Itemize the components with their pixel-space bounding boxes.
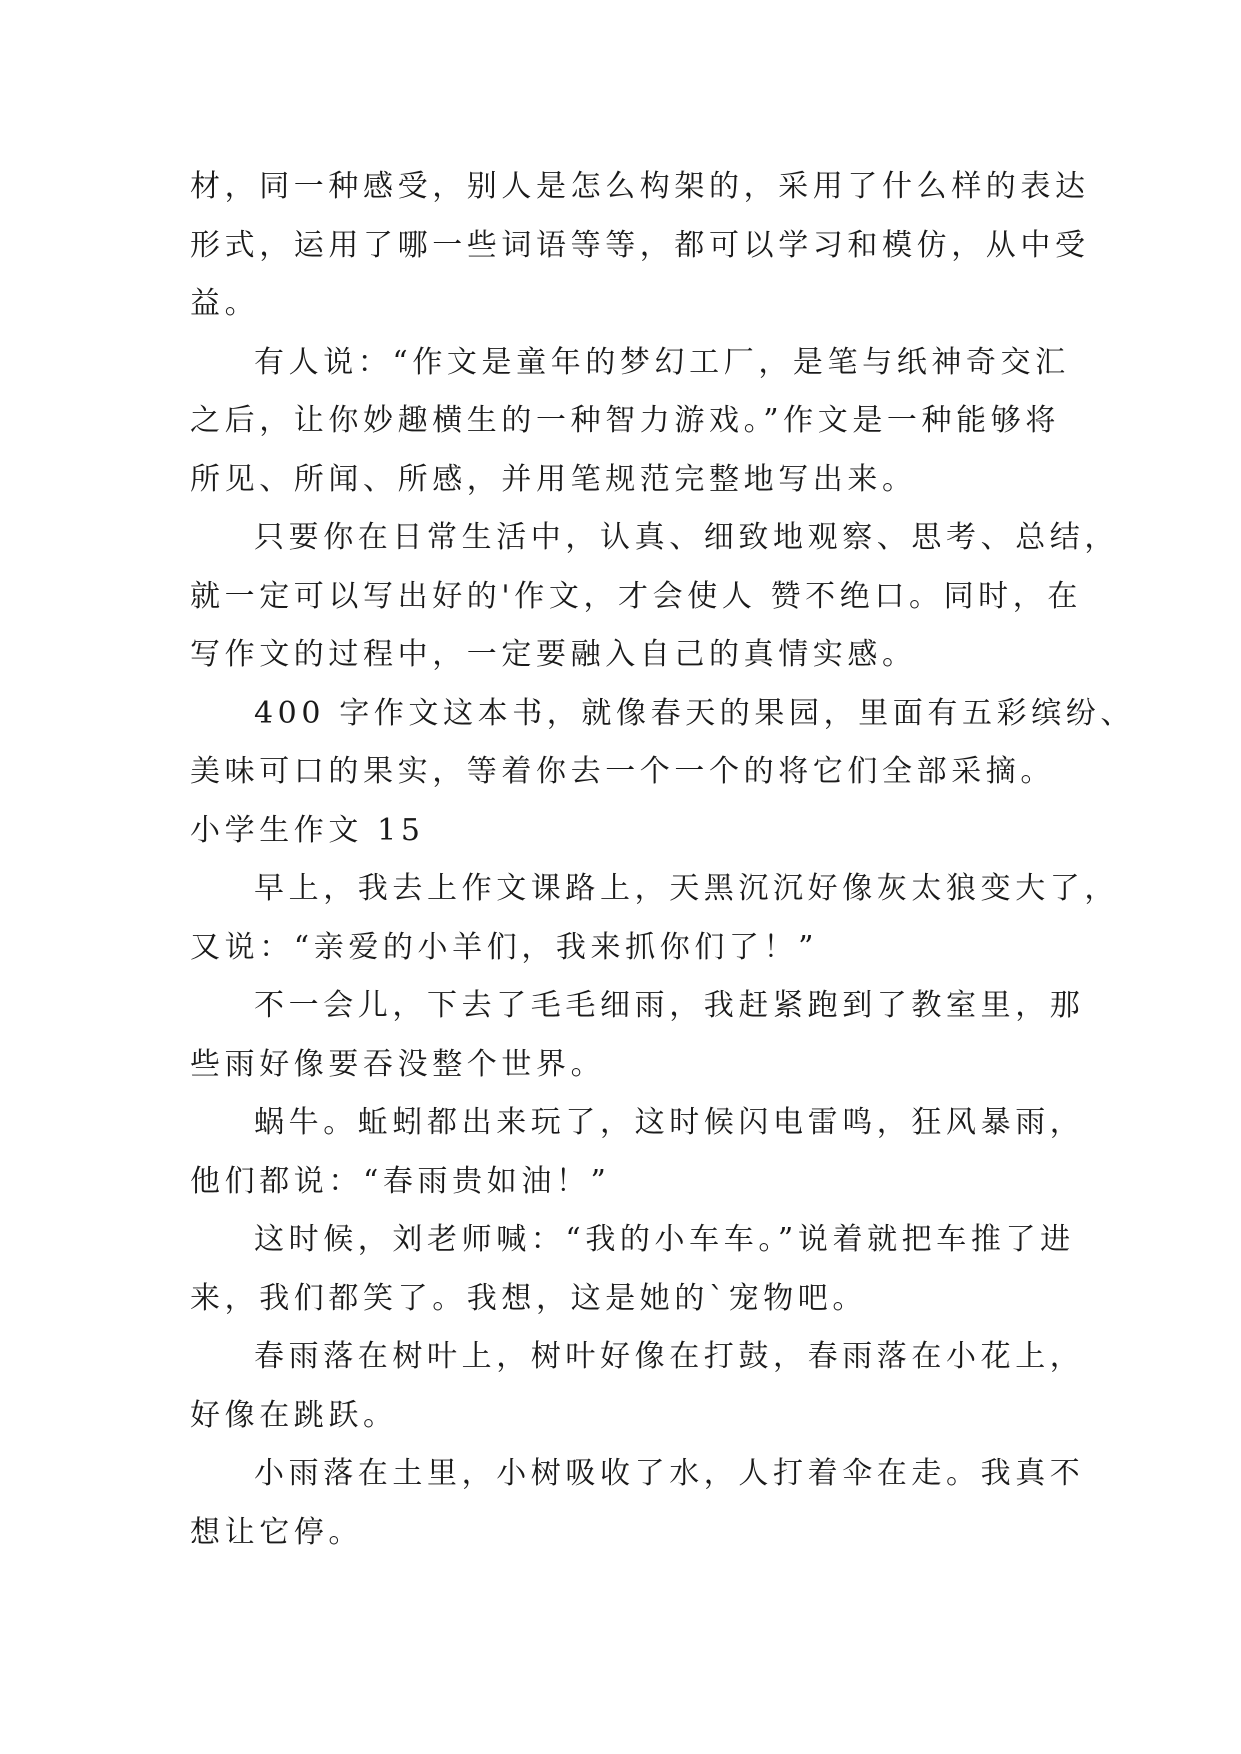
text-line: 这时候，刘老师喊：“我的小车车。”说着就把车推了进: [254, 1222, 1075, 1257]
text-line: 不一会儿，下去了毛毛细雨，我赶紧跑到了教室里，那: [254, 988, 1085, 1023]
text-line: 蜗牛。蚯蚓都出来玩了，这时候闪电雷鸣，狂风暴雨，: [254, 1105, 1085, 1140]
text-line: 美味可口的果实，等着你去一个一个的将它们全部采摘。: [190, 754, 1055, 789]
text-line: 些雨好像要吞没整个世界。: [190, 1046, 606, 1082]
text-line: 想让它停。: [190, 1514, 363, 1550]
text-line: 早上，我去上作文课路上，天黑沉沉好像灰太狼变大了，: [254, 871, 1119, 906]
text-line: 写作文的过程中，一定要融入自己的真情实感。: [190, 637, 917, 672]
text-line: 来，我们都笑了。我想，这是她的`宠物吧。: [190, 1280, 867, 1316]
text-line: 小雨落在土里，小树吸收了水，人打着伞在走。我真不: [254, 1456, 1085, 1491]
text-line: 又说：“亲爱的小羊们，我来抓你们了！”: [190, 929, 819, 965]
text-line: 就一定可以写出好的'作文，才会使人 赞不绝口。同时，在: [190, 578, 1082, 614]
text-line: 益。: [190, 286, 260, 321]
section-heading: 小学生作文 15: [190, 812, 425, 848]
text-line: 之后，让你妙趣横生的一种智力游戏。”作文是一种能够将: [190, 403, 1060, 438]
document-body: [190, 158, 1135, 1562]
text-line: 材，同一种感受，别人是怎么构架的，采用了什么样的表达: [190, 169, 1090, 204]
text-line: 所见、所闻、所感，并用笔规范完整地写出来。: [190, 461, 917, 497]
text-line: 形式，运用了哪一些词语等等，都可以学习和模仿，从中受: [190, 227, 1090, 263]
text-line: 他们都说：“春雨贵如油！”: [190, 1163, 611, 1199]
text-line: 春雨落在树叶上，树叶好像在打鼓，春雨落在小花上，: [254, 1339, 1085, 1374]
text-line: 只要你在日常生活中，认真、细致地观察、思考、总结，: [254, 520, 1119, 555]
text-line: 好像在跳跃。: [190, 1397, 398, 1433]
text-line: 有人说：“作文是童年的梦幻工厂，是笔与纸神奇交汇: [254, 344, 1070, 380]
text-line: 400 字作文这本书，就像春天的果园，里面有五彩缤纷、: [254, 695, 1135, 731]
